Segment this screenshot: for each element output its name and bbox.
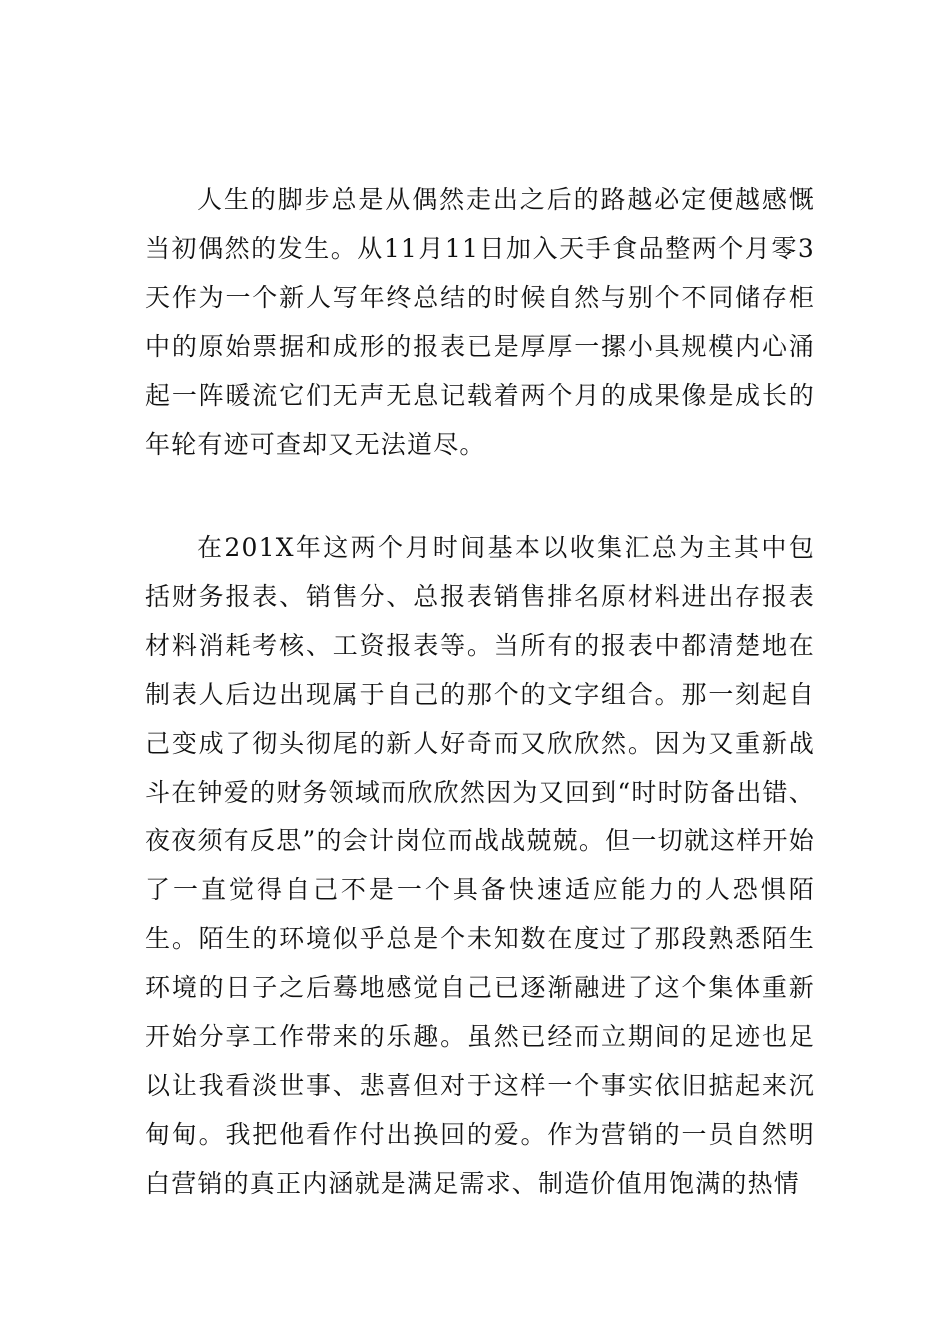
paragraph-2: 在201X年这两个月时间基本以收集汇总为主其中包括财务报表、销售分、总报表销售排名原材料进出存报表材料消耗考核、工资报表等。当所有的报表中都清楚地在制表人后边出现属于自己的那个的文字组合。那一刻起自己变成了彻头彻尾的新人好奇而又欣欣然。因为又重新战斗在钟爱的财务领域而欣欣然因为又回到“时时防备出错、夜夜须有反思”的会计岗位而战战兢兢。但一切就这样开始了一直觉得自己不是一个具备快速适应能力的人恐惧陌生。陌生的环境似乎总是个未知数在度过了那段熟悉陌生环境的日子之后蓦地感觉自己已逐渐融进了这个集体重新开始分享工作带来的乐趣。虽然已经而立期间的足迹也足以让我看淡世事、悲喜但对于这样一个事实依旧掂起来沉甸甸。我把他看作付出换回的爱。作为营销的一员自然明白营销的真正内涵就是满足需求、制造价值用饱满的热情 <box>145 533 815 1198</box>
paragraph-1: 人生的脚步总是从偶然走出之后的路越必定便越感慨当初偶然的发生。从11月11日加入天手食品整两个月零3天作为一个新人写年终总结的时候自然与别个不同储存柜中的原始票据和成形的报表已是厚厚一摞小具规模内心涌起一阵暖流它们无声无息记载着两个月的成果像是成长的年轮有迹可查却又无法道尽。 <box>145 185 815 459</box>
